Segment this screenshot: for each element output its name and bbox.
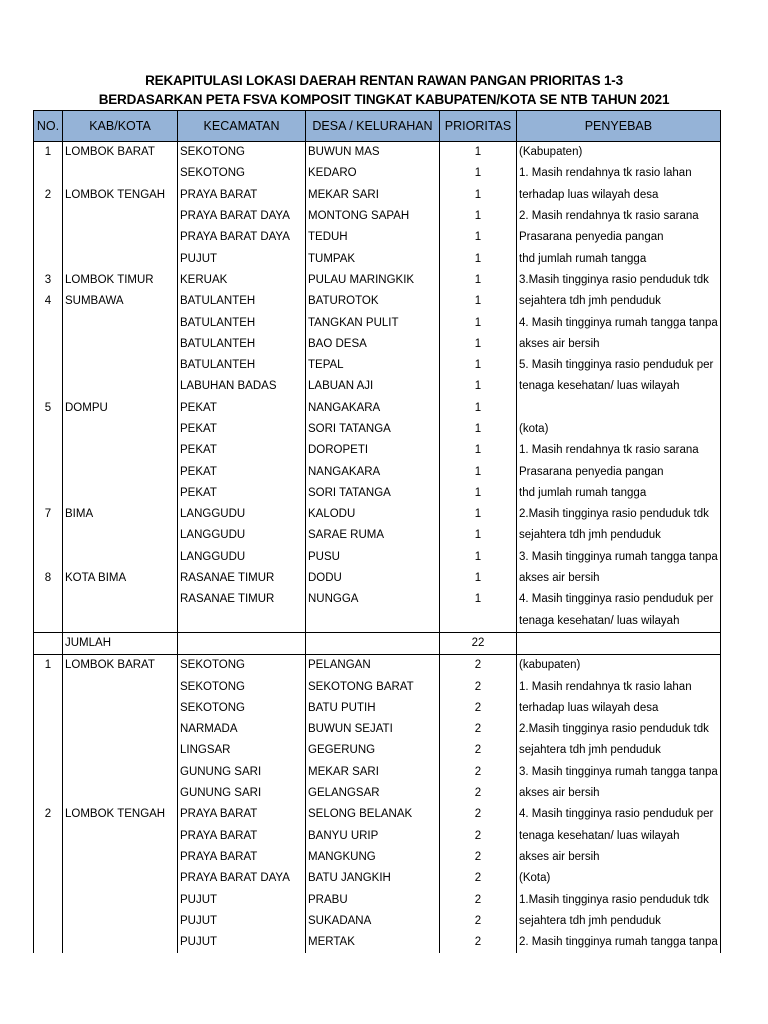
cell-no (34, 355, 63, 376)
table-row (34, 868, 721, 889)
header-prioritas: PRIORITAS (440, 111, 517, 142)
cell-kecamatan: LANGGUDU (178, 525, 306, 546)
table-row (34, 419, 721, 440)
table-row (34, 398, 721, 419)
cell-kecamatan: LANGGUDU (178, 547, 306, 568)
cell-desa-kelurahan: MEKAR SARI (306, 762, 440, 783)
table-row (34, 676, 721, 697)
cell-desa-kelurahan: BANYU URIP (306, 826, 440, 847)
cell-prioritas: 2 (440, 868, 517, 889)
cell-kecamatan: GUNUNG SARI (178, 762, 306, 783)
cell-no: 2 (34, 185, 63, 206)
cell-kecamatan: PEKAT (178, 419, 306, 440)
table-row (34, 334, 721, 355)
cell-penyebab: sejahtera tdh jmh penduduk (517, 911, 721, 932)
cell-no: 2 (34, 804, 63, 825)
cell-penyebab: sejahtera tdh jmh penduduk (517, 740, 721, 761)
cell-no (34, 847, 63, 868)
cell-penyebab: 3.Masih tingginya rasio penduduk tdk (517, 270, 721, 291)
cell-no: 8 (34, 568, 63, 589)
cell-penyebab: 1. Masih rendahnya tk rasio sarana (517, 440, 721, 461)
table-row (34, 783, 721, 804)
cell-penyebab: 1. Masih rendahnya tk rasio lahan (517, 163, 721, 184)
cell-no (34, 889, 63, 910)
cell-prioritas: 1 (440, 568, 517, 589)
cell-desa-kelurahan: GELANGSAR (306, 783, 440, 804)
cell-kab-kota (63, 376, 178, 397)
table-body (34, 142, 721, 954)
cell-kecamatan: PEKAT (178, 461, 306, 482)
cell-kecamatan: PUJUT (178, 889, 306, 910)
cell-prioritas: 1 (440, 185, 517, 206)
cell-desa-kelurahan: NANGAKARA (306, 461, 440, 482)
cell-penyebab: akses air bersih (517, 783, 721, 804)
cell-kecamatan: PUJUT (178, 932, 306, 953)
cell-desa-kelurahan: KEDARO (306, 163, 440, 184)
cell-no (34, 312, 63, 333)
cell-kab-kota (63, 227, 178, 248)
cell-prioritas: 2 (440, 783, 517, 804)
cell-no (34, 547, 63, 568)
cell-prioritas: 2 (440, 826, 517, 847)
cell-kab-kota (63, 676, 178, 697)
cell-no (34, 932, 63, 953)
cell-no (34, 719, 63, 740)
cell-no: 5 (34, 398, 63, 419)
cell-kecamatan: PEKAT (178, 440, 306, 461)
table-row (34, 504, 721, 525)
title-line-1: REKAPITULASI LOKASI DAERAH RENTAN RAWAN PANGAN PRIORITAS 1-3 (145, 73, 623, 88)
cell-kecamatan: PRAYA BARAT (178, 185, 306, 206)
cell-no (34, 376, 63, 397)
cell-prioritas: 1 (440, 291, 517, 312)
cell-desa-kelurahan: SEKOTONG BARAT (306, 676, 440, 697)
cell-desa-kelurahan: TANGKAN PULIT (306, 312, 440, 333)
table-header-row (34, 111, 721, 142)
table-row (34, 740, 721, 761)
cell-prioritas: 1 (440, 355, 517, 376)
cell-desa-kelurahan: SORI TATANGA (306, 419, 440, 440)
cell-penyebab: akses air bersih (517, 847, 721, 868)
cell-desa-kelurahan: TEDUH (306, 227, 440, 248)
cell-kecamatan: LINGSAR (178, 740, 306, 761)
cell-kecamatan: RASANAE TIMUR (178, 589, 306, 610)
cell-desa-kelurahan: NANGAKARA (306, 398, 440, 419)
cell-prioritas: 2 (440, 740, 517, 761)
cell-no: 7 (34, 504, 63, 525)
table-row (34, 911, 721, 932)
cell-prioritas: 2 (440, 889, 517, 910)
cell-kab-kota (63, 461, 178, 482)
cell-desa-kelurahan: MONTONG SAPAH (306, 206, 440, 227)
cell-penyebab: 5. Masih tingginya rasio penduduk per (517, 355, 721, 376)
cell-kecamatan: BATULANTEH (178, 291, 306, 312)
cell-no (34, 740, 63, 761)
cell-kab-kota (63, 698, 178, 719)
cell-no (34, 440, 63, 461)
cell-no (34, 248, 63, 269)
cell-kab-kota (63, 911, 178, 932)
cell-kab-kota (63, 419, 178, 440)
cell-prioritas: 1 (440, 334, 517, 355)
header-no: NO. (34, 111, 63, 142)
cell-kecamatan: LANGGUDU (178, 504, 306, 525)
cell-no (34, 227, 63, 248)
cell-penyebab: thd jumlah rumah tangga (517, 248, 721, 269)
cell-penyebab: 2.Masih tingginya rasio penduduk tdk (517, 504, 721, 525)
table-row (34, 589, 721, 610)
cell-penyebab: 2. Masih tingginya rumah tangga tanpa (517, 932, 721, 953)
cell-desa-kelurahan: MANGKUNG (306, 847, 440, 868)
table-row (34, 698, 721, 719)
cell-kab-kota: BIMA (63, 504, 178, 525)
cell-no (34, 461, 63, 482)
cell-kecamatan: PEKAT (178, 483, 306, 504)
cell-penyebab: 3. Masih tingginya rumah tangga tanpa (517, 547, 721, 568)
cell-kab-kota: KOTA BIMA (63, 568, 178, 589)
cell-kab-kota (63, 868, 178, 889)
table-row (34, 163, 721, 184)
cell-kab-kota: LOMBOK BARAT (63, 655, 178, 677)
header-penyebab: PENYEBAB (517, 111, 721, 142)
cell-penyebab: akses air bersih (517, 334, 721, 355)
cell-desa-kelurahan: GEGERUNG (306, 740, 440, 761)
cell-no (34, 911, 63, 932)
table-row (34, 206, 721, 227)
table-row (34, 847, 721, 868)
priority-table (33, 110, 721, 953)
cell-no: 4 (34, 291, 63, 312)
table-row (34, 655, 721, 677)
cell-penyebab: Prasarana penyedia pangan (517, 461, 721, 482)
header-kab-kota: KAB/KOTA (63, 111, 178, 142)
cell-penyebab: (kabupaten) (517, 655, 721, 677)
cell-kecamatan: SEKOTONG (178, 655, 306, 677)
cell-prioritas: 1 (440, 163, 517, 184)
table-row (34, 719, 721, 740)
cell-kecamatan: NARMADA (178, 719, 306, 740)
cell-kecamatan: PRAYA BARAT (178, 826, 306, 847)
cell-no (34, 611, 63, 633)
cell-no: 3 (34, 270, 63, 291)
cell-penyebab: 4. Masih tingginya rumah tangga tanpa (517, 312, 721, 333)
cell-kab-kota (63, 248, 178, 269)
cell-penyebab: (Kabupaten) (517, 142, 721, 164)
cell-no (34, 589, 63, 610)
cell-kab-kota: LOMBOK TIMUR (63, 270, 178, 291)
cell-desa-kelurahan: MEKAR SARI (306, 185, 440, 206)
table-row (34, 461, 721, 482)
cell-prioritas: 2 (440, 698, 517, 719)
cell-kab-kota (63, 440, 178, 461)
cell-kab-kota (63, 611, 178, 633)
cell-no (34, 783, 63, 804)
cell-kab-kota (63, 889, 178, 910)
cell-kecamatan (178, 611, 306, 633)
table-row (34, 932, 721, 953)
cell-desa-kelurahan: BUWUN SEJATI (306, 719, 440, 740)
title-line-2: BERDASARKAN PETA FSVA KOMPOSIT TINGKAT KABUPATEN/KOTA SE NTB TAHUN 2021 (98, 92, 670, 107)
cell-kab-kota (63, 163, 178, 184)
cell-kecamatan (178, 632, 306, 654)
cell-prioritas: 1 (440, 142, 517, 164)
cell-prioritas: 1 (440, 525, 517, 546)
cell-desa-kelurahan: BATU PUTIH (306, 698, 440, 719)
cell-prioritas: 1 (440, 270, 517, 291)
cell-desa-kelurahan: SORI TATANGA (306, 483, 440, 504)
cell-kab-kota (63, 355, 178, 376)
cell-desa-kelurahan: TEPAL (306, 355, 440, 376)
table-row (34, 355, 721, 376)
cell-penyebab: sejahtera tdh jmh penduduk (517, 525, 721, 546)
cell-kab-kota (63, 826, 178, 847)
cell-kab-kota (63, 589, 178, 610)
cell-kab-kota (63, 206, 178, 227)
cell-kab-kota: SUMBAWA (63, 291, 178, 312)
cell-penyebab: tenaga kesehatan/ luas wilayah (517, 611, 721, 633)
cell-no (34, 632, 63, 654)
cell-desa-kelurahan: BATU JANGKIH (306, 868, 440, 889)
cell-prioritas: 2 (440, 762, 517, 783)
cell-desa-kelurahan: BAO DESA (306, 334, 440, 355)
cell-prioritas: 1 (440, 419, 517, 440)
cell-desa-kelurahan: SELONG BELANAK (306, 804, 440, 825)
cell-kecamatan: PUJUT (178, 248, 306, 269)
cell-prioritas: 1 (440, 248, 517, 269)
cell-kecamatan: SEKOTONG (178, 163, 306, 184)
cell-kecamatan: BATULANTEH (178, 312, 306, 333)
cell-no (34, 868, 63, 889)
table-row (34, 142, 721, 164)
table-row (34, 227, 721, 248)
table-row (34, 804, 721, 825)
cell-prioritas: 1 (440, 461, 517, 482)
cell-kecamatan: PRAYA BARAT DAYA (178, 227, 306, 248)
cell-kab-kota: LOMBOK TENGAH (63, 185, 178, 206)
cell-no (34, 762, 63, 783)
cell-no (34, 698, 63, 719)
cell-desa-kelurahan: BATUROTOK (306, 291, 440, 312)
cell-no (34, 826, 63, 847)
cell-no (34, 163, 63, 184)
cell-penyebab: tenaga kesehatan/ luas wilayah (517, 826, 721, 847)
cell-penyebab: terhadap luas wilayah desa (517, 698, 721, 719)
header-kecamatan: KECAMATAN (178, 111, 306, 142)
cell-kab-kota (63, 932, 178, 953)
cell-kab-kota (63, 740, 178, 761)
cell-penyebab: 2.Masih tingginya rasio penduduk tdk (517, 719, 721, 740)
cell-desa-kelurahan: SUKADANA (306, 911, 440, 932)
cell-no (34, 483, 63, 504)
cell-kecamatan: SEKOTONG (178, 676, 306, 697)
cell-prioritas: 2 (440, 847, 517, 868)
cell-kecamatan: PRAYA BARAT (178, 804, 306, 825)
cell-prioritas: 1 (440, 376, 517, 397)
cell-prioritas: 2 (440, 804, 517, 825)
cell-desa-kelurahan: DODU (306, 568, 440, 589)
cell-prioritas: 2 (440, 719, 517, 740)
cell-no (34, 206, 63, 227)
table-row (34, 547, 721, 568)
cell-kab-kota (63, 547, 178, 568)
cell-penyebab: tenaga kesehatan/ luas wilayah (517, 376, 721, 397)
table-row (34, 270, 721, 291)
table-row (34, 826, 721, 847)
cell-kecamatan: PRAYA BARAT DAYA (178, 206, 306, 227)
table-row (34, 762, 721, 783)
cell-kecamatan: GUNUNG SARI (178, 783, 306, 804)
cell-desa-kelurahan (306, 611, 440, 633)
cell-kecamatan: PEKAT (178, 398, 306, 419)
cell-desa-kelurahan: KALODU (306, 504, 440, 525)
cell-prioritas: 2 (440, 911, 517, 932)
cell-desa-kelurahan: PULAU MARINGKIK (306, 270, 440, 291)
table-row (34, 291, 721, 312)
cell-prioritas: 1 (440, 312, 517, 333)
table-row (34, 611, 721, 633)
cell-prioritas: 1 (440, 398, 517, 419)
cell-kab-kota: DOMPU (63, 398, 178, 419)
cell-kab-kota (63, 483, 178, 504)
cell-no: 1 (34, 142, 63, 164)
cell-no (34, 525, 63, 546)
table-row (34, 483, 721, 504)
cell-penyebab: 2. Masih rendahnya tk rasio sarana (517, 206, 721, 227)
cell-prioritas: 1 (440, 589, 517, 610)
table-row (34, 568, 721, 589)
cell-desa-kelurahan: BUWUN MAS (306, 142, 440, 164)
cell-kecamatan: PRAYA BARAT (178, 847, 306, 868)
cell-penyebab: thd jumlah rumah tangga (517, 483, 721, 504)
cell-penyebab (517, 632, 721, 654)
cell-kecamatan: PUJUT (178, 911, 306, 932)
cell-prioritas: 1 (440, 547, 517, 568)
cell-no (34, 419, 63, 440)
cell-no: 1 (34, 655, 63, 677)
cell-penyebab: 3. Masih tingginya rumah tangga tanpa (517, 762, 721, 783)
cell-no (34, 334, 63, 355)
cell-penyebab: 4. Masih tingginya rasio penduduk per (517, 589, 721, 610)
cell-kecamatan: LABUHAN BADAS (178, 376, 306, 397)
cell-prioritas: 2 (440, 676, 517, 697)
cell-kab-kota (63, 334, 178, 355)
cell-kab-kota (63, 847, 178, 868)
cell-penyebab: sejahtera tdh jmh penduduk (517, 291, 721, 312)
cell-kab-kota (63, 783, 178, 804)
table-row (34, 312, 721, 333)
cell-kecamatan: SEKOTONG (178, 698, 306, 719)
cell-kecamatan: KERUAK (178, 270, 306, 291)
cell-kab-kota: LOMBOK TENGAH (63, 804, 178, 825)
cell-desa-kelurahan: MERTAK (306, 932, 440, 953)
cell-penyebab: terhadap luas wilayah desa (517, 185, 721, 206)
cell-no (34, 676, 63, 697)
cell-kecamatan: BATULANTEH (178, 334, 306, 355)
cell-prioritas: 1 (440, 504, 517, 525)
table-row (34, 248, 721, 269)
cell-kab-kota (63, 762, 178, 783)
cell-prioritas: 1 (440, 206, 517, 227)
cell-kab-kota: LOMBOK BARAT (63, 142, 178, 164)
cell-penyebab: (kota) (517, 419, 721, 440)
cell-penyebab: akses air bersih (517, 568, 721, 589)
jumlah-value: 22 (440, 632, 517, 654)
jumlah-label: JUMLAH (63, 632, 178, 654)
cell-desa-kelurahan (306, 632, 440, 654)
document-title (0, 71, 768, 109)
table-row (34, 525, 721, 546)
cell-prioritas (440, 611, 517, 633)
table-row (34, 440, 721, 461)
jumlah-row (34, 632, 721, 654)
cell-prioritas: 2 (440, 655, 517, 677)
cell-kab-kota (63, 719, 178, 740)
cell-desa-kelurahan: TUMPAK (306, 248, 440, 269)
cell-prioritas: 1 (440, 440, 517, 461)
cell-desa-kelurahan: PRABU (306, 889, 440, 910)
cell-penyebab (517, 398, 721, 419)
cell-prioritas: 1 (440, 227, 517, 248)
cell-kecamatan: SEKOTONG (178, 142, 306, 164)
cell-penyebab: 1. Masih rendahnya tk rasio lahan (517, 676, 721, 697)
header-desa-kelurahan: DESA / KELURAHAN (306, 111, 440, 142)
table-row (34, 376, 721, 397)
cell-penyebab: (Kota) (517, 868, 721, 889)
cell-kecamatan: PRAYA BARAT DAYA (178, 868, 306, 889)
cell-penyebab: Prasarana penyedia pangan (517, 227, 721, 248)
cell-desa-kelurahan: DOROPETI (306, 440, 440, 461)
cell-kab-kota (63, 312, 178, 333)
cell-desa-kelurahan: PELANGAN (306, 655, 440, 677)
cell-penyebab: 1.Masih tingginya rasio penduduk tdk (517, 889, 721, 910)
cell-desa-kelurahan: NUNGGA (306, 589, 440, 610)
table-row (34, 889, 721, 910)
cell-kecamatan: BATULANTEH (178, 355, 306, 376)
table-row (34, 185, 721, 206)
cell-penyebab: 4. Masih tingginya rasio penduduk per (517, 804, 721, 825)
cell-prioritas: 2 (440, 932, 517, 953)
cell-desa-kelurahan: PUSU (306, 547, 440, 568)
cell-kab-kota (63, 525, 178, 546)
cell-prioritas: 1 (440, 483, 517, 504)
cell-desa-kelurahan: LABUAN AJI (306, 376, 440, 397)
cell-kecamatan: RASANAE TIMUR (178, 568, 306, 589)
cell-desa-kelurahan: SARAE RUMA (306, 525, 440, 546)
